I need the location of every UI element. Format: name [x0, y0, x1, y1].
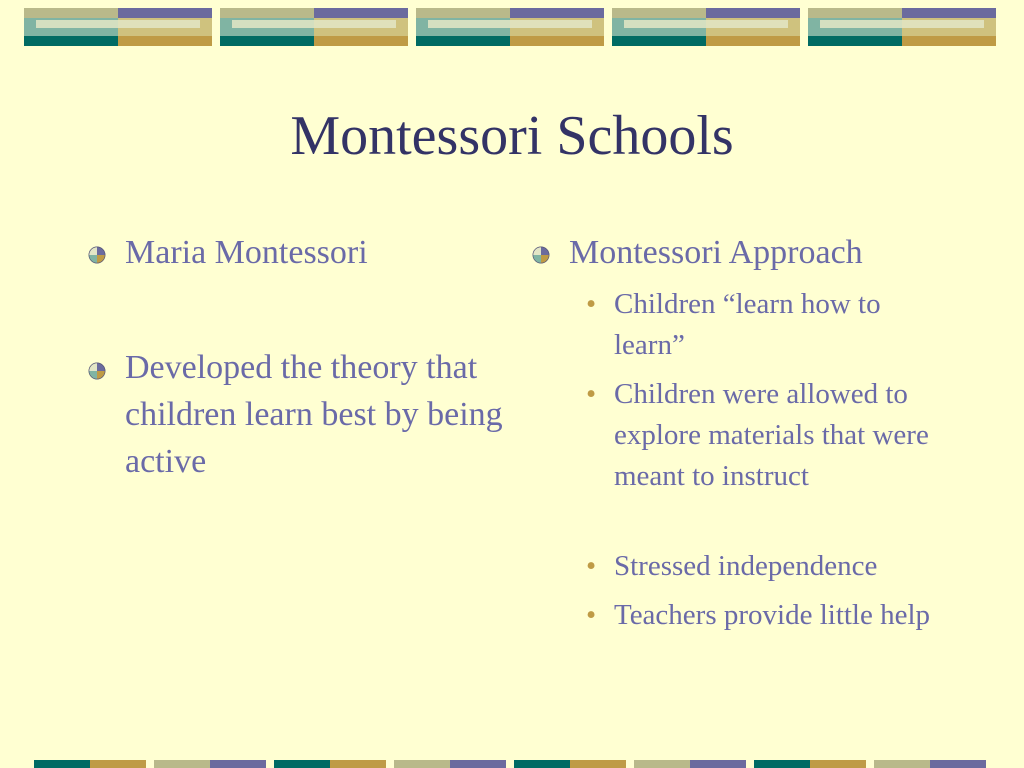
bullet-ball-icon	[88, 362, 106, 380]
sub-bullet-text: Children were allowed to explore materials that were meant to instruct	[614, 378, 929, 492]
section-heading: Montessori Approach	[569, 234, 863, 271]
bullet-ball-icon	[88, 246, 106, 264]
sub-bullet-text: Teachers provide little help	[614, 599, 931, 631]
bullet-dot-icon: •	[586, 599, 597, 631]
bullet-dot-icon: •	[586, 550, 597, 582]
decor-tile	[808, 8, 996, 46]
bullet-item: Developed the theory that children learn best by being active	[125, 349, 503, 480]
sub-bullet-text: Stressed independence	[614, 550, 878, 582]
decor-tile	[220, 8, 408, 46]
bullet-dot-icon: •	[586, 378, 597, 410]
bullet-item: Maria Montessori	[125, 234, 368, 271]
bullet-dot-icon: •	[586, 288, 597, 320]
slide-title: Montessori Schools	[290, 105, 734, 167]
decor-tile	[24, 8, 212, 46]
decor-tile	[416, 8, 604, 46]
decor-tile	[612, 8, 800, 46]
bullet-ball-icon	[532, 246, 550, 264]
sub-bullet-text: Children “learn how to learn”	[614, 288, 881, 361]
